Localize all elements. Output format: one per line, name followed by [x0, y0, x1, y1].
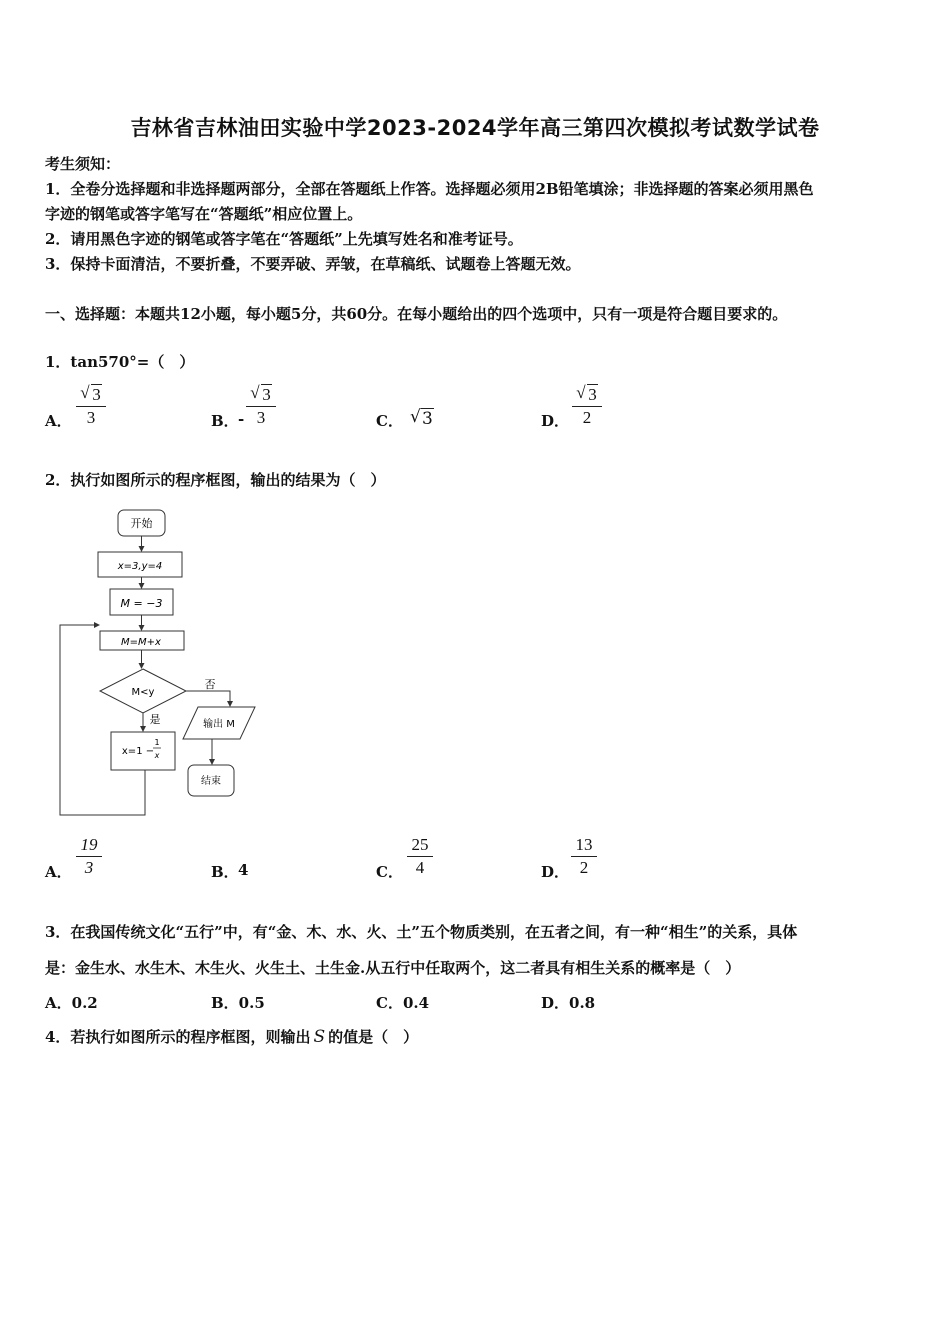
flow-output-label: 输出 M: [203, 719, 235, 730]
q2-a-denominator: 3: [84, 858, 94, 877]
flow-condition-label: M<y: [131, 687, 155, 698]
flow-m-init-label: M = −3: [120, 597, 163, 610]
flow-x-update-numerator: 1: [154, 738, 160, 747]
flow-no-label: 否: [204, 678, 216, 691]
q2-d-numerator: 13: [575, 835, 593, 854]
section-1-heading: 一、选择题：本题共12小题，每小题5分，共60分。在每小题给出的四个选项中，只有一项是符合题目要求的。: [45, 305, 788, 323]
q2-option-c-label: C．: [376, 863, 403, 881]
q1-option-b-label: B．: [211, 412, 239, 430]
q2-option-d-label: D．: [541, 863, 570, 881]
q3-option-b: B．0.5: [211, 994, 265, 1012]
q1-d-denominator: 2: [582, 408, 592, 427]
q1-b-denominator: 3: [256, 408, 266, 427]
q1-c-radicand: 3: [422, 409, 433, 429]
flow-start-label: 开始: [130, 517, 153, 530]
q1-a-denominator: 3: [86, 408, 96, 427]
q1-b-numerator: 3: [262, 385, 271, 404]
q2-option-b-value: 4: [238, 861, 249, 879]
notice-item-1-line-2: 字迹的钢笔或答字笔写在“答题纸”相应位置上。: [45, 205, 363, 223]
q2-stem: 2．执行如图所示的程序框图，输出的结果为（ ）: [45, 471, 386, 489]
q3-option-d: D．0.8: [541, 994, 596, 1012]
q1-option-c-value: √ 3: [410, 407, 433, 429]
q1-option-a-label: A．: [45, 412, 72, 430]
q1-option-d-label: D．: [541, 412, 570, 430]
q4-stem: [45, 1026, 418, 1047]
q2-flowchart: [50, 505, 270, 825]
q2-a-numerator: 19: [80, 835, 98, 854]
page-title: 吉林省吉林油田实验中学2023-2024学年高三第四次模拟考试数学试卷: [130, 116, 820, 140]
q1-option-d-fraction: √ 3 2: [572, 385, 602, 428]
flow-init-label: x=3,y=4: [117, 561, 163, 572]
q1-a-numerator: 3: [92, 385, 101, 404]
q3-option-c: C．0.4: [376, 994, 430, 1012]
q1-option-a-fraction: √ 3 3: [76, 385, 106, 428]
q4-variable: S: [313, 1027, 326, 1047]
flow-yes-label: 是: [149, 713, 161, 726]
q2-option-d-fraction: [571, 835, 597, 878]
q3-stem-line-1: 3．在我国传统文化“五行”中，有“金、木、水、火、土”五个物质类别，在五者之间，有一种“相生”的关系，具体: [45, 923, 798, 941]
q1-option-c-label: C．: [376, 412, 403, 430]
flow-x-update-prefix: x=1 −: [121, 746, 155, 757]
q2-option-a-label: A．: [45, 863, 72, 881]
notice-item-3: 3．保持卡面清洁，不要折叠，不要弄破、弄皱，在草稿纸、试题卷上答题无效。: [45, 255, 581, 273]
notice-item-2: 2．请用黑色字迹的钢笔或答字笔在“答题纸”上先填写姓名和准考证号。: [45, 230, 523, 248]
q4-stem-suffix: 的值是（ ）: [328, 1028, 419, 1046]
q4-stem-prefix: 4．若执行如图所示的程序框图，则输出: [45, 1028, 311, 1046]
q2-option-a-fraction: [76, 835, 102, 878]
q1-option-b-sign: -: [238, 410, 245, 428]
q2-d-denominator: 2: [579, 858, 589, 877]
notice-item-1-line-1: 1．全卷分选择题和非选择题两部分，全部在答题纸上作答。选择题必须用2B铅笔填涂；非选择题的答案必须用黑色: [45, 180, 814, 198]
q1-option-b-fraction: √ 3 3: [246, 385, 276, 428]
q2-option-b-label: B．: [211, 863, 239, 881]
flow-update-label: M=M+x: [121, 637, 161, 648]
q1-d-numerator: 3: [588, 385, 597, 404]
q3-stem-line-2: 是：金生水、水生木、木生火、火生土、土生金.从五行中任取两个，这二者具有相生关系的概率是（ ）: [45, 959, 741, 977]
q2-c-denominator: 4: [415, 858, 425, 877]
notice-heading: 考生须知：: [45, 155, 121, 173]
flow-end-label: 结束: [201, 776, 221, 787]
q2-c-numerator: 25: [411, 835, 429, 854]
q2-option-c-fraction: [407, 835, 433, 878]
flow-x-update-denominator: x: [154, 751, 160, 760]
q3-option-a: A．0.2: [45, 994, 98, 1012]
q1-stem: 1．tan570°=（ ）: [45, 353, 195, 371]
